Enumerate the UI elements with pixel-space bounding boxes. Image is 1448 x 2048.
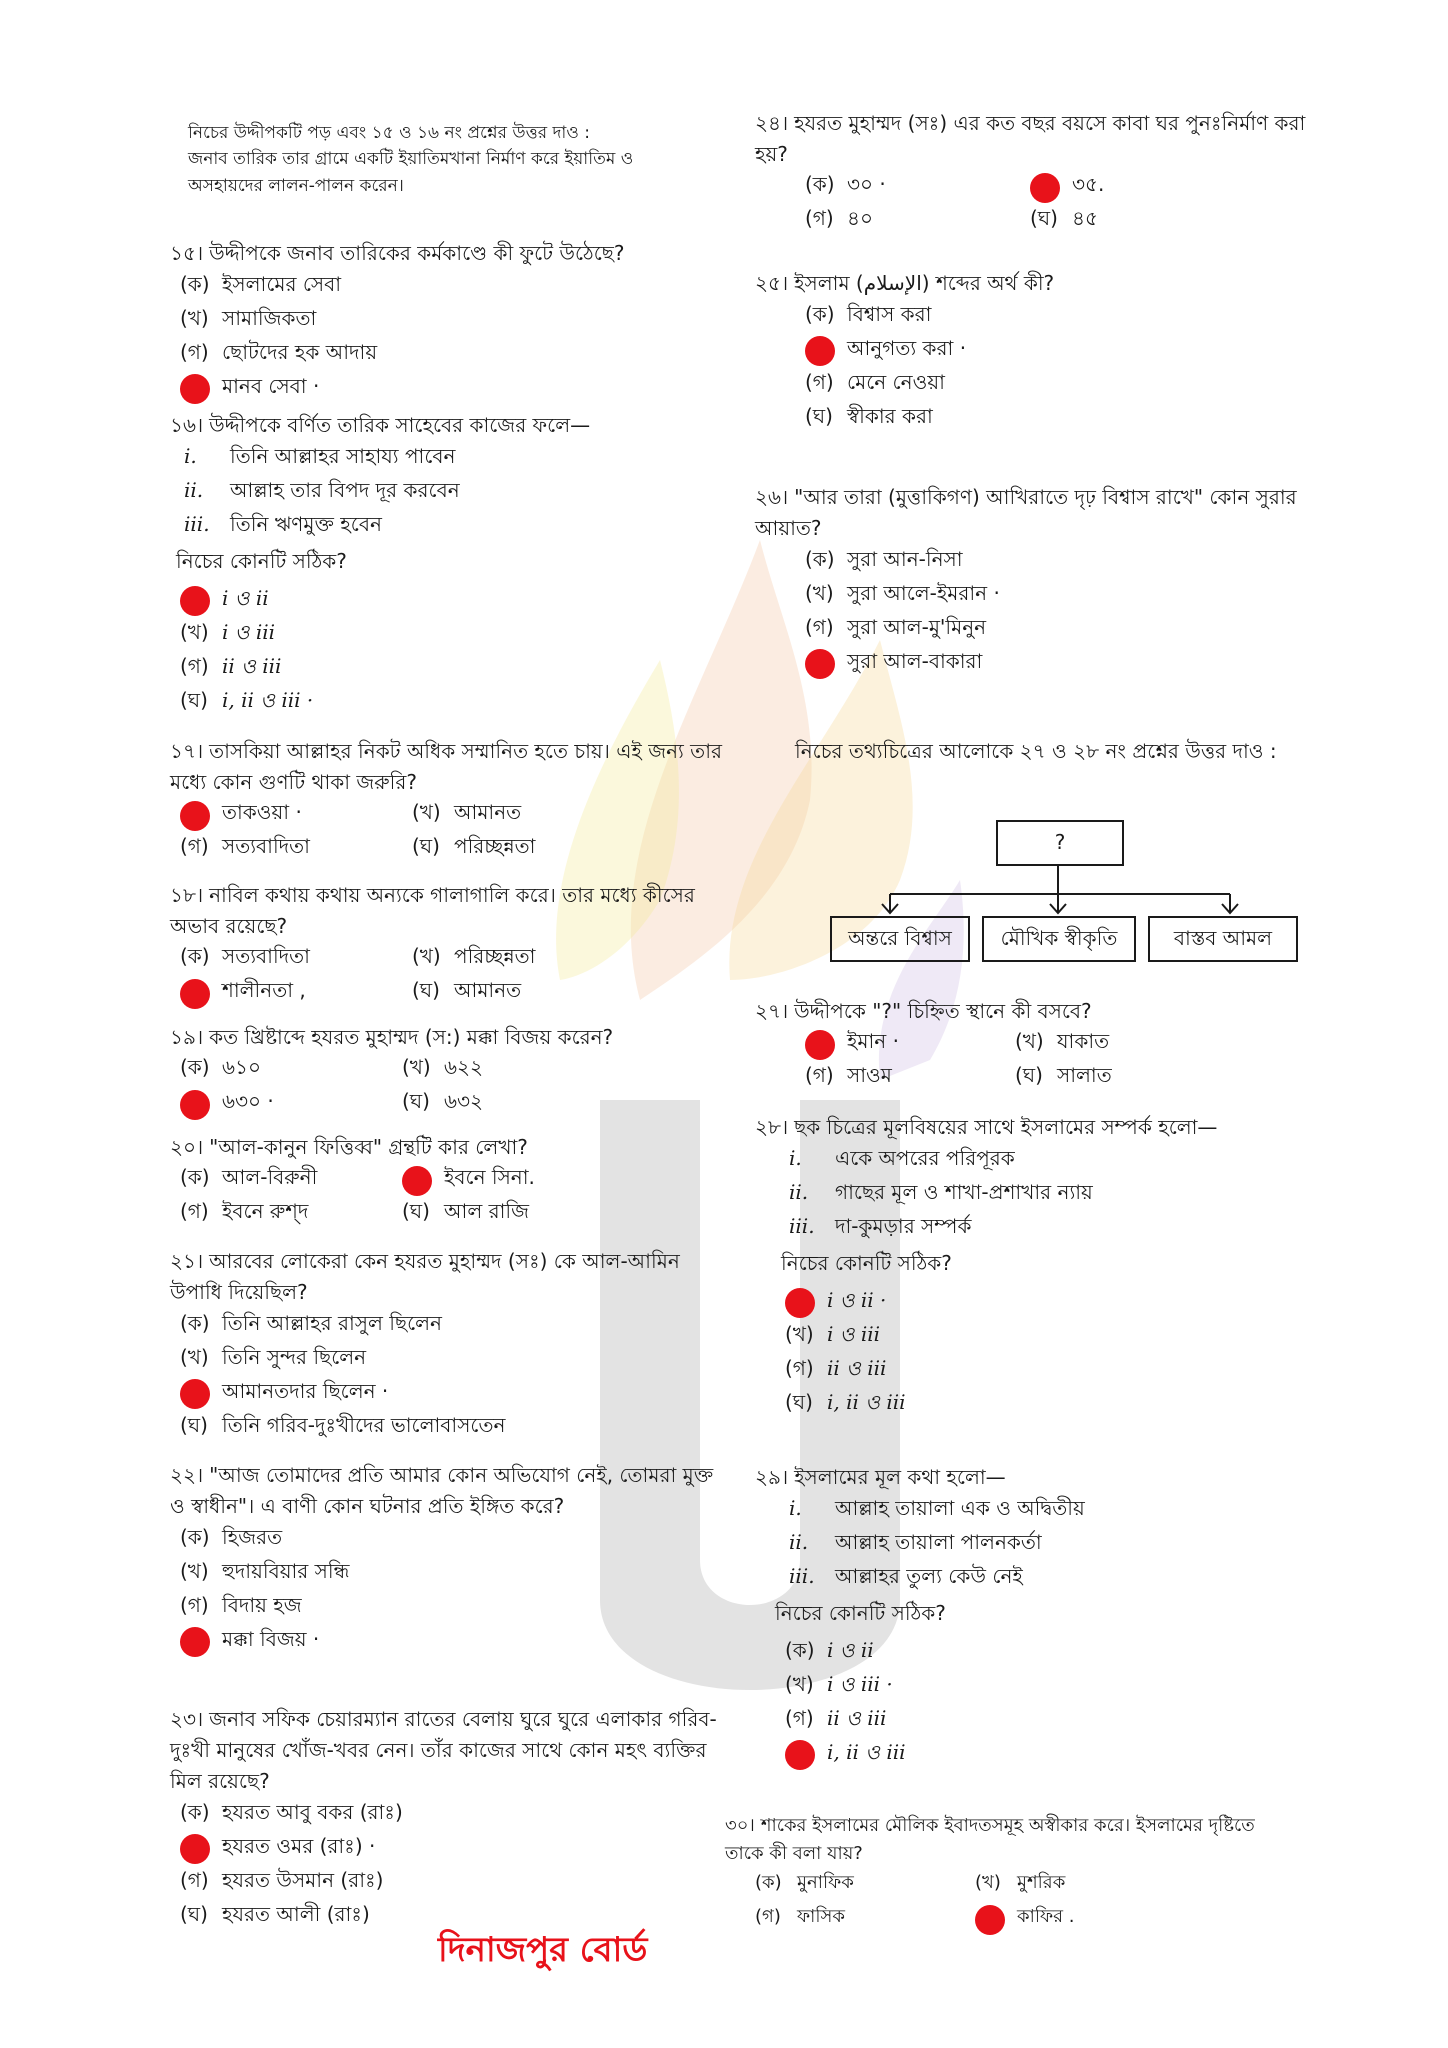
option-ka[interactable]: (ক) বিশ্বাস করা [805,302,932,326]
question-number: ২৯। [755,1465,789,1489]
option-kha[interactable]: (খ) পরিচ্ছন্নতা [412,944,536,968]
answer-marker [180,374,210,404]
diagram-box-verbal: মৌখিক স্বীকৃতি [982,916,1136,962]
option-kha[interactable]: (খ) i ও iii [785,1322,881,1346]
question-number: ২২। [170,1463,204,1487]
question-number: ১৯। [170,1025,204,1049]
stimulus-intro: নিচের উদ্দীপকটি পড় এবং ১৫ ও ১৬ নং প্রশ্নের উত্তর দাও : [188,123,590,143]
option-ga[interactable]: (গ) হযরত উসমান (রাঃ) [180,1868,384,1892]
answer-marker [180,1834,210,1864]
question-24 [755,108,1325,238]
question-25 [755,268,1325,435]
question-stem: কত খ্রিষ্টাব্দে হযরত মুহাম্মদ (স:) মক্কা বিজয় করেন? [209,1025,614,1049]
which-correct: নিচের কোনটি সঠিক? [176,549,347,573]
option-ka[interactable]: (ক) সত্যবাদিতা [180,944,310,968]
option-ka[interactable]: ইমান · [795,1027,899,1060]
question-stem: আরবের লোকেরা কেন হযরত মুহাম্মদ (সঃ) কে আল-আমিন উপাধি দিয়েছিল? [170,1249,680,1304]
diagram-question-box: ? [996,820,1124,866]
option-gha[interactable]: কাফির . [965,1902,1074,1933]
stimulus-15-16 [188,120,708,199]
option-ga[interactable]: (গ) ii ও iii [180,654,282,678]
option-ka[interactable]: (ক) হযরত আবু বকর (রাঃ) [180,1800,403,1824]
option-ga[interactable]: আমানতদার ছিলেন · [170,1376,730,1410]
option-gha[interactable]: (ঘ) পরিচ্ছন্নতা [412,834,536,858]
board-name: দিনাজপুর বোর্ড [438,1930,648,1970]
concept-diagram [830,820,1310,970]
option-kha[interactable]: (খ) হুদায়বিয়ার সন্ধি [180,1559,350,1583]
question-15 [170,238,730,405]
option-ga[interactable]: (গ) ছোটদের হক আদায় [180,340,378,364]
question-16 [170,410,730,719]
option-kha[interactable]: (খ) i ও iii · [785,1672,893,1696]
question-19 [170,1022,730,1121]
question-number: ২১। [170,1249,204,1273]
question-stem: উদ্দীপকে "?" চিহ্নিত স্থানে কী বসবে? [794,999,1092,1023]
option-ka[interactable]: i ও ii [170,583,730,617]
option-ga[interactable]: ৬৩০ · [170,1087,274,1120]
option-ka[interactable]: (ক) সুরা আন-নিসা [805,547,963,571]
option-ka[interactable]: (ক) হিজরত [180,1525,283,1549]
option-gha[interactable]: (ঘ) স্বীকার করা [805,404,933,428]
option-gha[interactable]: (ঘ) i, ii ও iii [785,1390,906,1414]
question-stem: নাবিল কথায় কথায় অন্যকে গালাগালি করে। তার মধ্যে কীসের অভাব রয়েছে? [170,883,695,938]
question-number: ১৫। [170,241,204,265]
answer-marker [402,1166,432,1196]
question-20 [170,1132,730,1231]
answer-marker [180,1090,210,1120]
answer-marker [180,586,210,616]
option-ka[interactable]: i ও ii · [775,1285,1325,1319]
stimulus-text: জনাব তারিক তার গ্রামে একটি ইয়াতিমখানা নির্মাণ করে ইয়াতিম ও অসহায়দের লালন-পালন করেন। [188,149,634,196]
question-stem: ছক চিত্রের মূলবিষয়ের সাথে ইসলামের সম্পর্ক হলো— [794,1115,1218,1139]
statement-ii: ii. গাছের মূল ও শাখা-প্রশাখার ন্যায় [789,1180,1093,1204]
option-kha[interactable]: (খ) যাকাত [1015,1029,1110,1053]
option-gha[interactable]: (ঘ) i, ii ও iii · [180,688,314,712]
diagram-box-action: বাস্তব আমল [1148,916,1298,962]
question-26 [755,482,1325,680]
question-29 [755,1462,1325,1771]
answer-marker [1030,173,1060,203]
option-ka[interactable]: তাকওয়া · [170,798,302,831]
answer-marker [805,1030,835,1060]
option-gha[interactable]: মানব সেবা · [170,371,730,405]
option-kha[interactable]: (খ) i ও iii [180,620,276,644]
question-21 [170,1246,730,1444]
which-correct: নিচের কোনটি সঠিক? [775,1601,946,1625]
option-ka[interactable]: (ক) ৬১০ [180,1055,261,1079]
option-ka[interactable]: (ক) i ও ii [785,1638,874,1662]
option-gha[interactable]: (ঘ) আল রাজি [402,1199,530,1223]
question-stem: ইসলাম (الإسلام) শব্দের অর্থ কী? [794,271,1055,295]
answer-marker [180,1379,210,1409]
option-kha[interactable]: ৩৫. [1020,170,1104,203]
option-ga[interactable]: (গ) ইবনে রুশ্দ [180,1199,309,1223]
option-gha[interactable]: (ঘ) তিনি গরিব-দুঃখীদের ভালোবাসতেন [180,1413,506,1437]
question-number: ১৮। [170,883,204,907]
answer-marker [785,1740,815,1770]
question-22 [170,1460,730,1658]
question-28 [755,1112,1325,1421]
option-ga[interactable]: (গ) সুরা আল-মু'মিনুন [805,615,987,639]
answer-marker [180,801,210,831]
answer-marker [805,336,835,366]
option-kha[interactable]: (খ) সামাজিকতা [180,306,317,330]
option-gha[interactable]: (ঘ) ৬৩২ [402,1089,484,1113]
statement-ii: ii. আল্লাহ তার বিপদ দূর করবেন [184,478,460,502]
option-ga[interactable]: (গ) সত্যবাদিতা [180,834,310,858]
question-23 [170,1704,730,1933]
question-stem: জনাব সফিক চেয়ারম্যান রাতের বেলায় ঘুরে ঘুরে এলাকার গরিব-দুঃখী মানুষের খোঁজ-খবর নেন। তাঁর কাজের সাথে কোন মহৎ ব্যক্তির মিল রয়েছে? [170,1707,717,1793]
question-stem: "আর তারা (মুত্তাকিগণ) আখিরাতে দৃঢ় বিশ্বাস রাখে" কোন সুরার আয়াত? [755,485,1297,540]
option-kha[interactable]: (খ) মুশরিক [975,1871,1066,1893]
option-ka[interactable]: (ক) ইসলামের সেবা [180,272,342,296]
question-18 [170,880,730,1010]
option-gha[interactable]: সুরা আল-বাকারা [795,646,1325,680]
question-stem: "আল-কানুন ফিত্তিব্ব" গ্রন্থটি কার লেখা? [209,1135,528,1159]
diagram-box-heart-belief: অন্তরে বিশ্বাস [830,916,970,962]
question-stem: শাকের ইসলামের মৌলিক ইবাদতসমূহ অস্বীকার করে। ইসলামের দৃষ্টিতে তাকে কী বলা যায়? [725,1815,1255,1864]
question-27 [755,996,1325,1095]
answer-marker [805,649,835,679]
option-ka[interactable]: (ক) আল-বিরুনী [180,1165,318,1189]
option-kha[interactable]: (খ) আমানত [412,800,522,824]
question-number: ২০। [170,1135,204,1159]
question-30 [725,1812,1295,1936]
answer-marker [180,979,210,1009]
answer-marker [785,1288,815,1318]
option-kha[interactable]: ইবনে সিনা. [392,1163,535,1196]
statement-iii: iii. তিনি ঋণমুক্ত হবেন [184,512,382,536]
question-number: ১৭। [170,739,204,763]
option-ga[interactable]: (গ) বিদায় হজ [180,1593,302,1617]
answer-marker [180,1627,210,1657]
statement-i: i. একে অপরের পরিপূরক [789,1146,1015,1170]
statement-iii: iii. দা-কুমড়ার সম্পর্ক [789,1214,972,1238]
question-stem: হযরত মুহাম্মদ (সঃ) এর কত বছর বয়সে কাবা ঘর পুনঃনির্মাণ করা হয়? [755,111,1306,166]
option-ga[interactable]: (গ) মেনে নেওয়া [805,370,945,394]
option-ga[interactable]: (গ) ৪০ [805,206,873,230]
option-ka[interactable]: (ক) ৩০ · [805,172,886,196]
option-ga[interactable]: (গ) ii ও iii [785,1356,887,1380]
option-gha[interactable]: (ঘ) সালাত [1015,1063,1112,1087]
question-number: ২৫। [755,271,789,295]
option-gha[interactable]: (ঘ) আমানত [412,978,522,1002]
question-number: ২৪। [755,111,789,135]
option-gha[interactable]: (ঘ) হযরত আলী (রাঃ) [180,1902,370,1926]
option-gha[interactable]: i, ii ও iii [775,1737,1325,1771]
question-number: ২৮। [755,1115,789,1139]
option-kha[interactable]: আনুগত্য করা · [795,333,1325,367]
option-ga[interactable]: শালীনতা , [170,976,306,1009]
which-correct: নিচের কোনটি সঠিক? [781,1251,952,1275]
option-kha[interactable]: হযরত ওমর (রাঃ) · [170,1831,730,1865]
statement-i: i. তিনি আল্লাহর সাহায্য পাবেন [184,444,456,468]
option-gha[interactable]: (ঘ) ৪৫ [1030,206,1098,230]
question-stem: উদ্দীপকে জনাব তারিকের কর্মকাণ্ডে কী ফুটে উঠেছে? [209,241,625,265]
option-gha[interactable]: মক্কা বিজয় · [170,1624,730,1658]
question-number: ২৬। [755,485,789,509]
statement-iii: iii. আল্লাহর তুল্য কেউ নেই [789,1564,1023,1588]
statement-ii: ii. আল্লাহ তায়ালা পালনকর্তা [789,1530,1042,1554]
stimulus-27-28: নিচের তথ্যচিত্রের আলোকে ২৭ ও ২৮ নং প্রশ্নের উত্তর দাও : [795,739,1277,763]
question-stem: ইসলামের মূল কথা হলো— [794,1465,1006,1489]
option-kha[interactable]: (খ) তিনি সুন্দর ছিলেন [180,1345,367,1369]
question-stem: উদ্দীপকে বর্ণিত তারিক সাহেবের কাজের ফলে— [209,413,591,437]
question-number: ২৭। [755,999,789,1023]
question-17 [170,736,730,866]
option-ga[interactable]: (গ) ফাসিক [755,1905,846,1927]
question-stem: তাসকিয়া আল্লাহর নিকট অধিক সম্মানিত হতে চায়। এই জন্য তার মধ্যে কোন গুণটি থাকা জরুরি? [170,739,722,794]
option-ka[interactable]: (ক) মুনাফিক [755,1871,854,1893]
option-kha[interactable]: (খ) সুরা আলে-ইমরান · [805,581,1000,605]
question-number: ২৩। [170,1707,204,1731]
question-number: ১৬। [170,413,204,437]
statement-i: i. আল্লাহ তায়ালা এক ও অদ্বিতীয় [789,1496,1085,1520]
answer-marker [975,1905,1005,1935]
option-ga[interactable]: (গ) ii ও iii [785,1706,887,1730]
option-ga[interactable]: (গ) সাওম [805,1063,892,1087]
option-ka[interactable]: (ক) তিনি আল্লাহর রাসুল ছিলেন [180,1311,442,1335]
option-kha[interactable]: (খ) ৬২২ [402,1055,484,1079]
question-stem: "আজ তোমাদের প্রতি আমার কোন অভিযোগ নেই, তোমরা মুক্ত ও স্বাধীন"। এ বাণী কোন ঘটনার প্রতি ইঙ্গিত করে? [170,1463,714,1518]
question-number: ৩০। [725,1815,755,1836]
